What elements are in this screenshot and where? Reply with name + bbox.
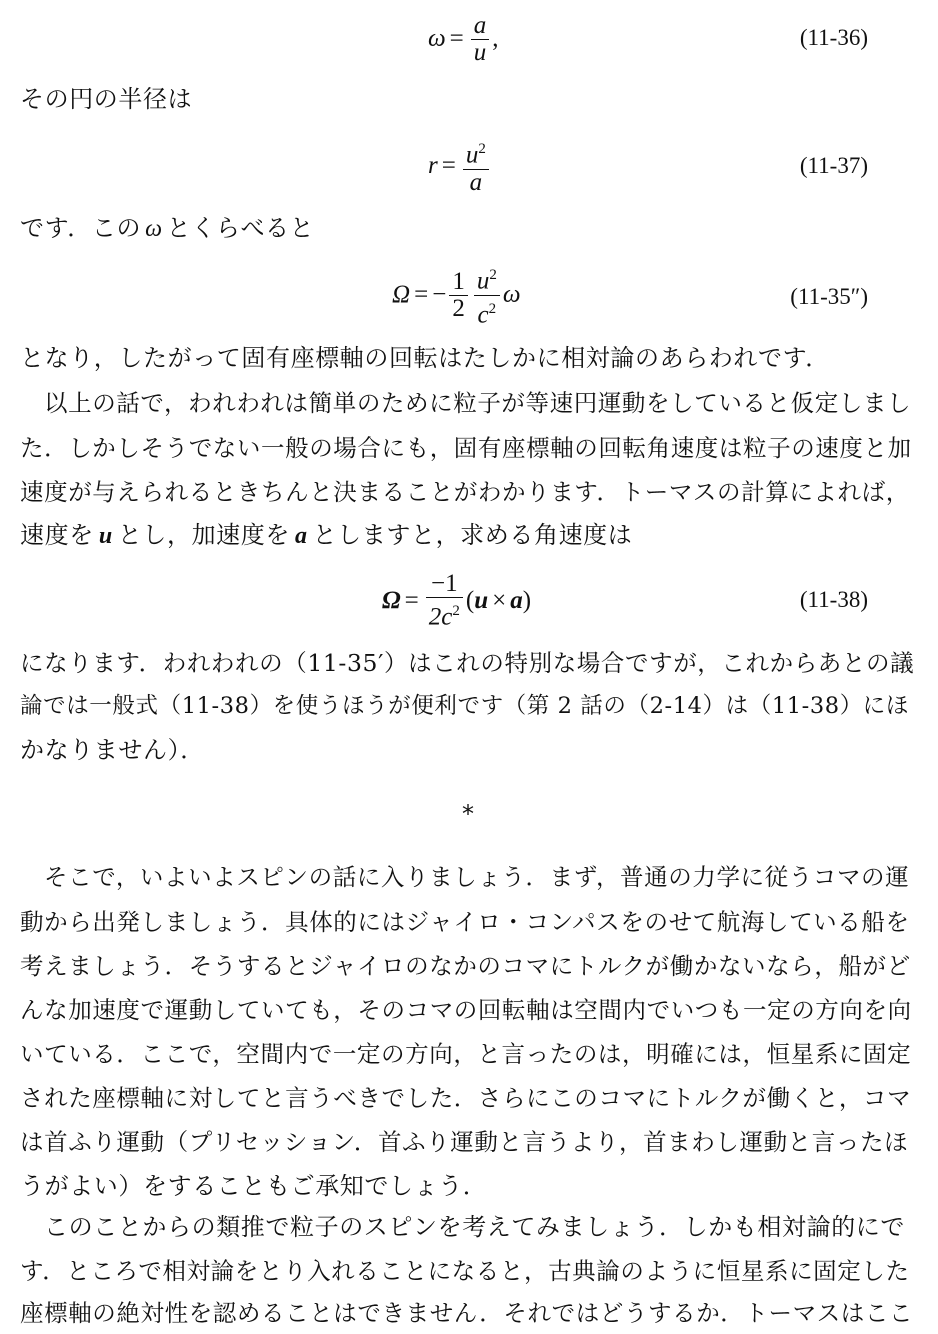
text-line [20,520,920,551]
numerator [474,262,500,294]
text-span: とくらべると [166,214,315,242]
text-line: かなりません）． [20,736,205,764]
text-line: うがよい）をすることもご承知でしょう． [20,1172,488,1200]
velocity-vector: u [474,587,489,614]
velocity-vector: u [98,523,113,549]
equals-sign: = [449,25,464,52]
equation-number-11-38: (11-38) [799,587,868,612]
text-line: された座標軸に対してと言うべきでした．さらにこのコマにトルクが働くと，コマ [20,1084,912,1112]
text-span: としますと，求める角速度は [312,521,633,549]
den-var: 2c [428,603,453,631]
equals-sign: = [414,281,429,308]
text-line: 以上の話で，われわれは簡単のために粒子が等速円運動をしていると仮定しまし [44,389,912,417]
numerator [463,136,489,168]
text-span: です．この [20,214,142,242]
section-separator-asterisk: * [462,800,474,828]
minus-sign: − [432,281,447,308]
text-line: 座標軸の絶対性を認めることはできません．それではどうするか．トーマスはここ [20,1299,914,1327]
text-span: 速度を [20,521,94,549]
paren-close: ) [522,587,532,614]
num-exponent: 2 [478,141,486,158]
num-var: u [476,267,490,295]
fraction [463,136,489,195]
denominator: 2 [452,294,465,322]
equation-11-37 [428,131,492,201]
text-line: 動から出発しましょう．具体的にはジャイロ・コンパスをのせて航海している船を [20,908,910,936]
text-line: 論では一般式（11-38）を使うほうが便利です（第 2 話の（2-14）は（11-38）にほ [20,693,909,719]
text-line: 考えましょう．そうするとジャイロのなかのコマにトルクが働かないなら，船がど [20,952,911,980]
eq-trailing-comma: , [492,25,499,52]
fraction [471,13,490,66]
text-line: このことからの類推で粒子のスピンを考えてみましょう．しかも相対論的にで [44,1213,905,1241]
eq-lhs: Ω [392,281,411,308]
fraction-u2-c2 [474,262,500,328]
numerator: a [473,11,487,39]
text-line: いている．ここで，空間内で一定の方向，と言ったのは，明確には，恒星系に固定 [20,1040,912,1068]
numerator: 1 [452,267,465,295]
denominator: u [473,38,487,66]
equation-number-11-35pp: (11-35″) [790,284,868,309]
eq-lhs: Ω [382,587,401,614]
equation-11-38 [382,566,531,636]
numerator: −1 [431,570,458,598]
text-span: とし，加速度を [117,521,290,549]
omega-symbol: ω [145,216,163,242]
equation-11-35pp [392,260,520,330]
text-line: は首ふり運動（プリセッション．首ふり運動と言うより，首まわし運動と言ったほ [20,1128,909,1156]
den-var: c [477,300,489,328]
equation-number-11-36: (11-36) [799,25,868,50]
equation-number-11-37: (11-37) [799,153,868,178]
text-line: その円の半径は [20,85,193,113]
text-line: になります．われわれの（11-35′）はこれの特別な場合ですが，これからあとの議 [20,649,915,677]
num-var: u [465,141,479,169]
text-line [20,213,920,244]
den-exponent: 2 [488,300,497,317]
denominator [426,598,463,630]
text-line: 速度が与えられるときちんと決まることがわかります．トーマスの計算によれば， [20,478,910,506]
text-line: となり，したがって固有座標軸の回転はたしかに相対論のあらわれです． [20,344,830,372]
denominator: a [469,168,483,196]
eq-lhs: ω [428,25,446,52]
cross-product-sign: × [492,587,507,614]
equation-11-36 [428,4,499,74]
text-line: た．しかしそうでない一般の場合にも，固有座標軸の回転角速度は粒子の速度と加 [20,434,912,462]
text-line: そこで，いよいよスピンの話に入りましょう．まず，普通の力学に従うコマの運 [44,863,910,891]
denominator [475,296,500,328]
num-exponent: 2 [489,267,497,284]
text-line: んな加速度で運動していても，そのコマの回転軸は空間内でいつも一定の方向を向 [20,996,912,1024]
acceleration-vector: a [510,587,523,614]
den-exponent: 2 [452,603,460,620]
omega-symbol: ω [502,281,521,308]
fraction-half [449,269,468,322]
paren-open: ( [465,587,475,614]
equals-sign: = [441,152,456,179]
text-line: す．ところで相対論をとり入れることになると，古典論のように恒星系に固定した [20,1257,910,1285]
fraction [426,571,463,630]
acceleration-vector: a [294,523,308,549]
equals-sign: = [404,587,419,614]
eq-lhs: r [428,152,438,179]
